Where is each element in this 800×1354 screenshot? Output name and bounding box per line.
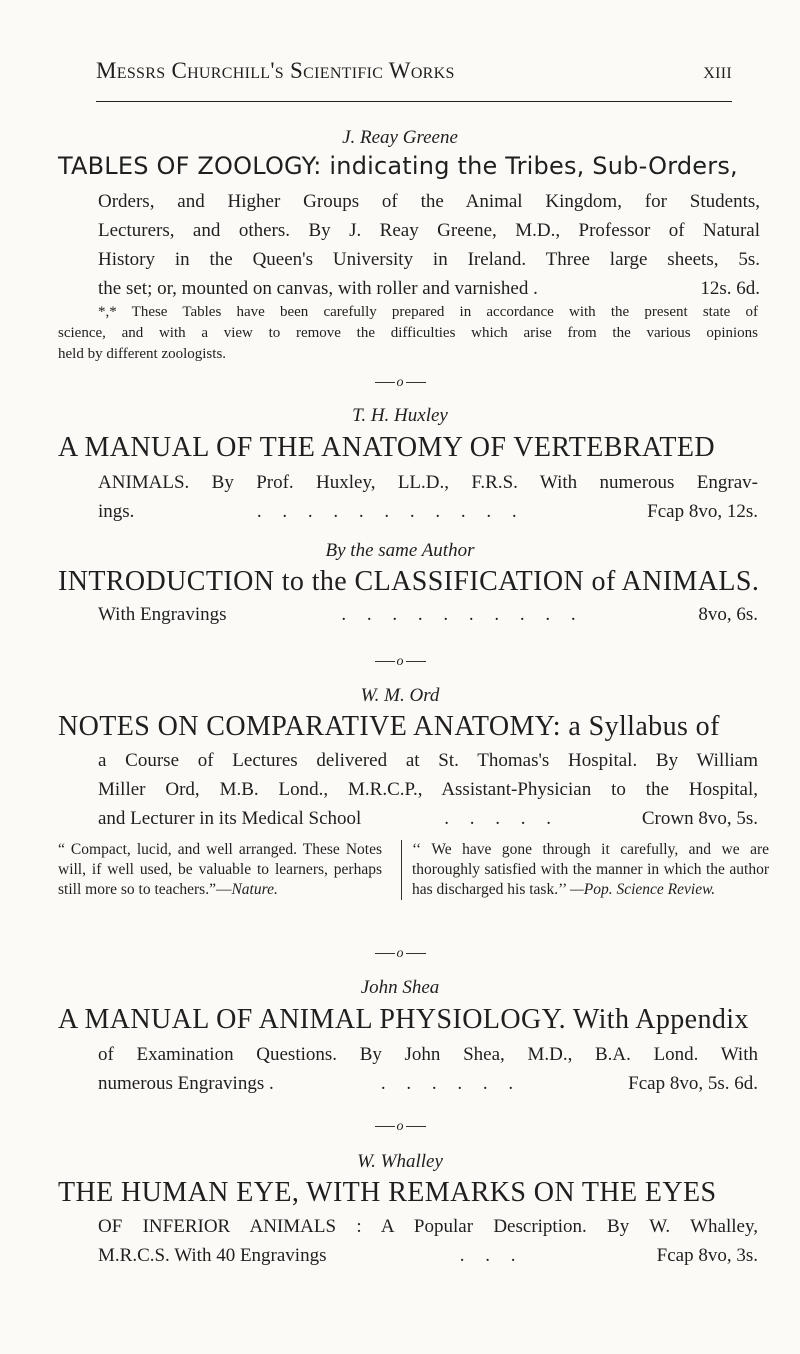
leader-dots: . . . . .	[444, 808, 559, 829]
body-lead: numerous Engravings .	[98, 1073, 274, 1094]
header-rule	[96, 101, 732, 102]
entry-author-shea: John Shea	[360, 977, 440, 998]
section-separator: o	[0, 946, 800, 962]
entry-author-same: By the same Author	[325, 540, 475, 561]
body-lead: M.R.C.S. With 40 Engravings	[98, 1245, 327, 1266]
entry-body-shea	[98, 1040, 758, 1098]
quote-source: —Pop. Science Review.	[569, 881, 716, 898]
body-lead: ings.	[98, 501, 135, 522]
running-head	[96, 58, 732, 84]
entry-author-whalley: W. Whalley	[357, 1151, 443, 1172]
body-line: a Course of Lectures delivered at St. Thomas's Hospital. By William	[98, 750, 758, 771]
quote-text: ‘‘ We have gone through it carefully, and we are thoroughly satisfied with the manner in which the author has discharged his task.’’	[412, 841, 769, 898]
body-line: OF INFERIOR ANIMALS : A Popular Description. By W. Whalley,	[98, 1216, 758, 1237]
entry-heading-human-eye: THE HUMAN EYE, WITH REMARKS ON THE EYES	[58, 1177, 717, 1208]
body-line: of Examination Questions. By John Shea, M.D., B.A. Lond. With	[98, 1044, 758, 1065]
review-quote-pop-science	[401, 840, 769, 900]
entry-author-greene: J. Reay Greene	[342, 127, 458, 148]
price-line	[98, 804, 758, 833]
body-lead: and Lecturer in its Medical School	[98, 808, 362, 829]
price-line	[98, 1241, 758, 1270]
leader-dots: . . . . . . . . . . .	[256, 501, 525, 522]
note-line: science, and with a view to remove the difficulties which arise from the various opinions	[58, 325, 758, 341]
price-line	[98, 600, 758, 629]
leader-dots: . . .	[459, 1245, 524, 1266]
review-quotes	[58, 840, 769, 936]
entry-heading-classification: INTRODUCTION to the CLASSIFICATION of ANIMALS.	[58, 566, 760, 597]
price-line	[98, 274, 760, 303]
price: Fcap 8vo, 12s.	[647, 501, 758, 522]
price: 12s. 6d.	[700, 278, 760, 299]
section-separator: o	[0, 375, 800, 391]
entry-body-greene	[98, 187, 760, 303]
price: Fcap 8vo, 3s.	[656, 1245, 758, 1266]
body-line: Miller Ord, M.B. Lond., M.R.C.P., Assistant-Physician to the Hospital,	[98, 779, 758, 800]
quote-source: Nature.	[231, 881, 278, 898]
entry-heading-animal-physiology: A MANUAL OF ANIMAL PHYSIOLOGY. With Appendix	[58, 1004, 749, 1035]
price: Fcap 8vo, 5s. 6d.	[628, 1073, 758, 1094]
body-line: Orders, and Higher Groups of the Animal Kingdom, for Students,	[98, 191, 760, 212]
leader-dots: . . . . . .	[380, 1073, 522, 1094]
body-line: History in the Queen's University in Ireland. Three large sheets, 5s.	[98, 249, 760, 270]
section-separator: o	[0, 654, 800, 670]
price-line	[98, 497, 758, 526]
body-line: Lecturers, and others. By J. Reay Greene, M.D., Professor of Natural	[98, 220, 760, 241]
note-line: *,* These Tables have been carefully prepared in accordance with the present state of	[98, 304, 758, 320]
body-lead: With Engravings	[98, 604, 227, 625]
entry-author-huxley: T. H. Huxley	[352, 405, 448, 426]
quote-text: “ Compact, lucid, and well arranged. These Notes will, if well used, be valuable to learners, perhaps still more so to teachers.”—	[58, 841, 382, 898]
note-line: held by different zoologists.	[58, 346, 227, 362]
entry-heading-comparative-anatomy: NOTES ON COMPARATIVE ANATOMY: a Syllabus of	[58, 711, 720, 742]
entry-body-whalley	[98, 1212, 758, 1270]
leader-dots: . . . . . . . . . .	[341, 604, 584, 625]
entry-author-ord: W. M. Ord	[360, 685, 440, 706]
entry-body-ord	[98, 746, 758, 804]
running-head-title: Messrs Churchill's Scientific Works	[96, 58, 455, 83]
entry-heading-tables-of-zoology: TABLES OF ZOOLOGY: indicating the Tribes, Sub-Orders,	[58, 152, 738, 180]
entry-heading-manual-vertebrated: A MANUAL OF THE ANATOMY OF VERTEBRATED	[58, 432, 716, 463]
entry-note-greene	[58, 302, 758, 365]
page-number: xiii	[703, 58, 732, 83]
price-line	[98, 1069, 758, 1098]
entry-body-classification	[98, 600, 758, 629]
price: Crown 8vo, 5s.	[641, 808, 758, 829]
entry-body-huxley	[98, 468, 758, 526]
body-line: the set; or, mounted on canvas, with roller and varnished .	[98, 278, 538, 299]
price: 8vo, 6s.	[698, 604, 758, 625]
review-quote-nature	[58, 840, 382, 900]
entry-price-ord	[98, 804, 758, 833]
body-line: ANIMALS. By Prof. Huxley, LL.D., F.R.S. With numerous Engrav-	[98, 472, 758, 493]
section-separator: o	[0, 1119, 800, 1135]
